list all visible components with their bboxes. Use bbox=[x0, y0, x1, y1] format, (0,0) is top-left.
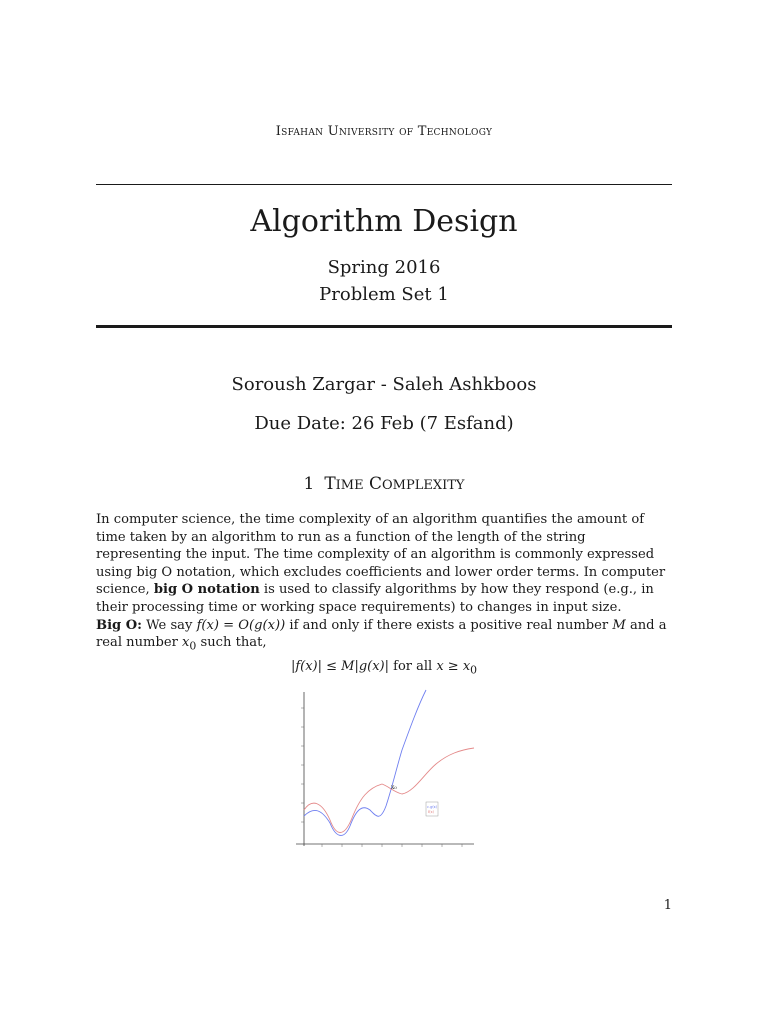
big-o-figure bbox=[292, 688, 476, 852]
intro-paragraph bbox=[96, 511, 672, 617]
definition-label: Big O: bbox=[96, 617, 142, 633]
bold-term: big O notation bbox=[153, 582, 260, 598]
math-var-x: x bbox=[182, 635, 190, 651]
x-ticks bbox=[322, 844, 462, 847]
section-heading bbox=[0, 474, 768, 494]
legend-entry-red: f(x) bbox=[428, 810, 435, 814]
due-date: Due Date: 26 Feb (7 Esfand) bbox=[254, 413, 514, 434]
definition-paragraph bbox=[96, 617, 672, 656]
definition-text: We say bbox=[142, 617, 197, 633]
blue-curve bbox=[304, 690, 426, 835]
formula-mid: for all bbox=[389, 659, 437, 674]
y-ticks bbox=[301, 708, 304, 822]
intro-text-end: is used to classify algorithms by how they respond (e.g., in their processing time or working space requirements) to changes in input size. bbox=[96, 582, 654, 615]
math-subscript: 0 bbox=[189, 639, 197, 653]
legend-entry-blue: c.g(x) bbox=[427, 805, 438, 809]
math-var-m: M bbox=[612, 617, 626, 633]
page-number: 1 bbox=[663, 898, 672, 913]
definition-text: if and only if there exists a positive real number bbox=[285, 617, 613, 633]
section-body bbox=[96, 511, 672, 655]
definition-text: such that, bbox=[196, 635, 267, 651]
red-curve bbox=[304, 748, 474, 833]
university-name: Isfahan University of Technology bbox=[275, 124, 493, 139]
section-title-letter-1: T bbox=[324, 474, 336, 494]
authors: Soroush Zargar - Saleh Ashkboos bbox=[231, 374, 537, 395]
title-rule-bottom bbox=[96, 325, 672, 328]
intro-text: In computer science, the time complexity of an algorithm quantifies the amount of time taken by an algorithm to run as a function of the length of the string representing the input. The time complexity of an algorithm is commonly expressed using big O notation, which excludes coefficients and lower order terms. In computer science, bbox=[96, 512, 666, 598]
section-title-rest-2: OMPLEXITY bbox=[382, 478, 465, 493]
definition-expression: f(x) = O(g(x)) bbox=[196, 617, 286, 633]
formula-lhs: |f(x)| ≤ M|g(x)| bbox=[290, 659, 390, 674]
section-title-rest-1: IME bbox=[335, 478, 364, 493]
problem-set-title: Problem Set 1 bbox=[319, 284, 449, 305]
formula-rhs: x ≥ x bbox=[436, 659, 471, 674]
display-formula bbox=[0, 659, 768, 677]
formula-subscript: 0 bbox=[470, 663, 478, 677]
x0-label: x₀ bbox=[391, 784, 397, 791]
definition-text: and a real number bbox=[96, 617, 667, 651]
section-title-letter-2: C bbox=[369, 474, 383, 494]
term: Spring 2016 bbox=[327, 257, 441, 278]
section-number: 1 bbox=[303, 474, 315, 494]
course-title: Algorithm Design bbox=[250, 204, 518, 239]
title-rule-top bbox=[96, 184, 672, 185]
